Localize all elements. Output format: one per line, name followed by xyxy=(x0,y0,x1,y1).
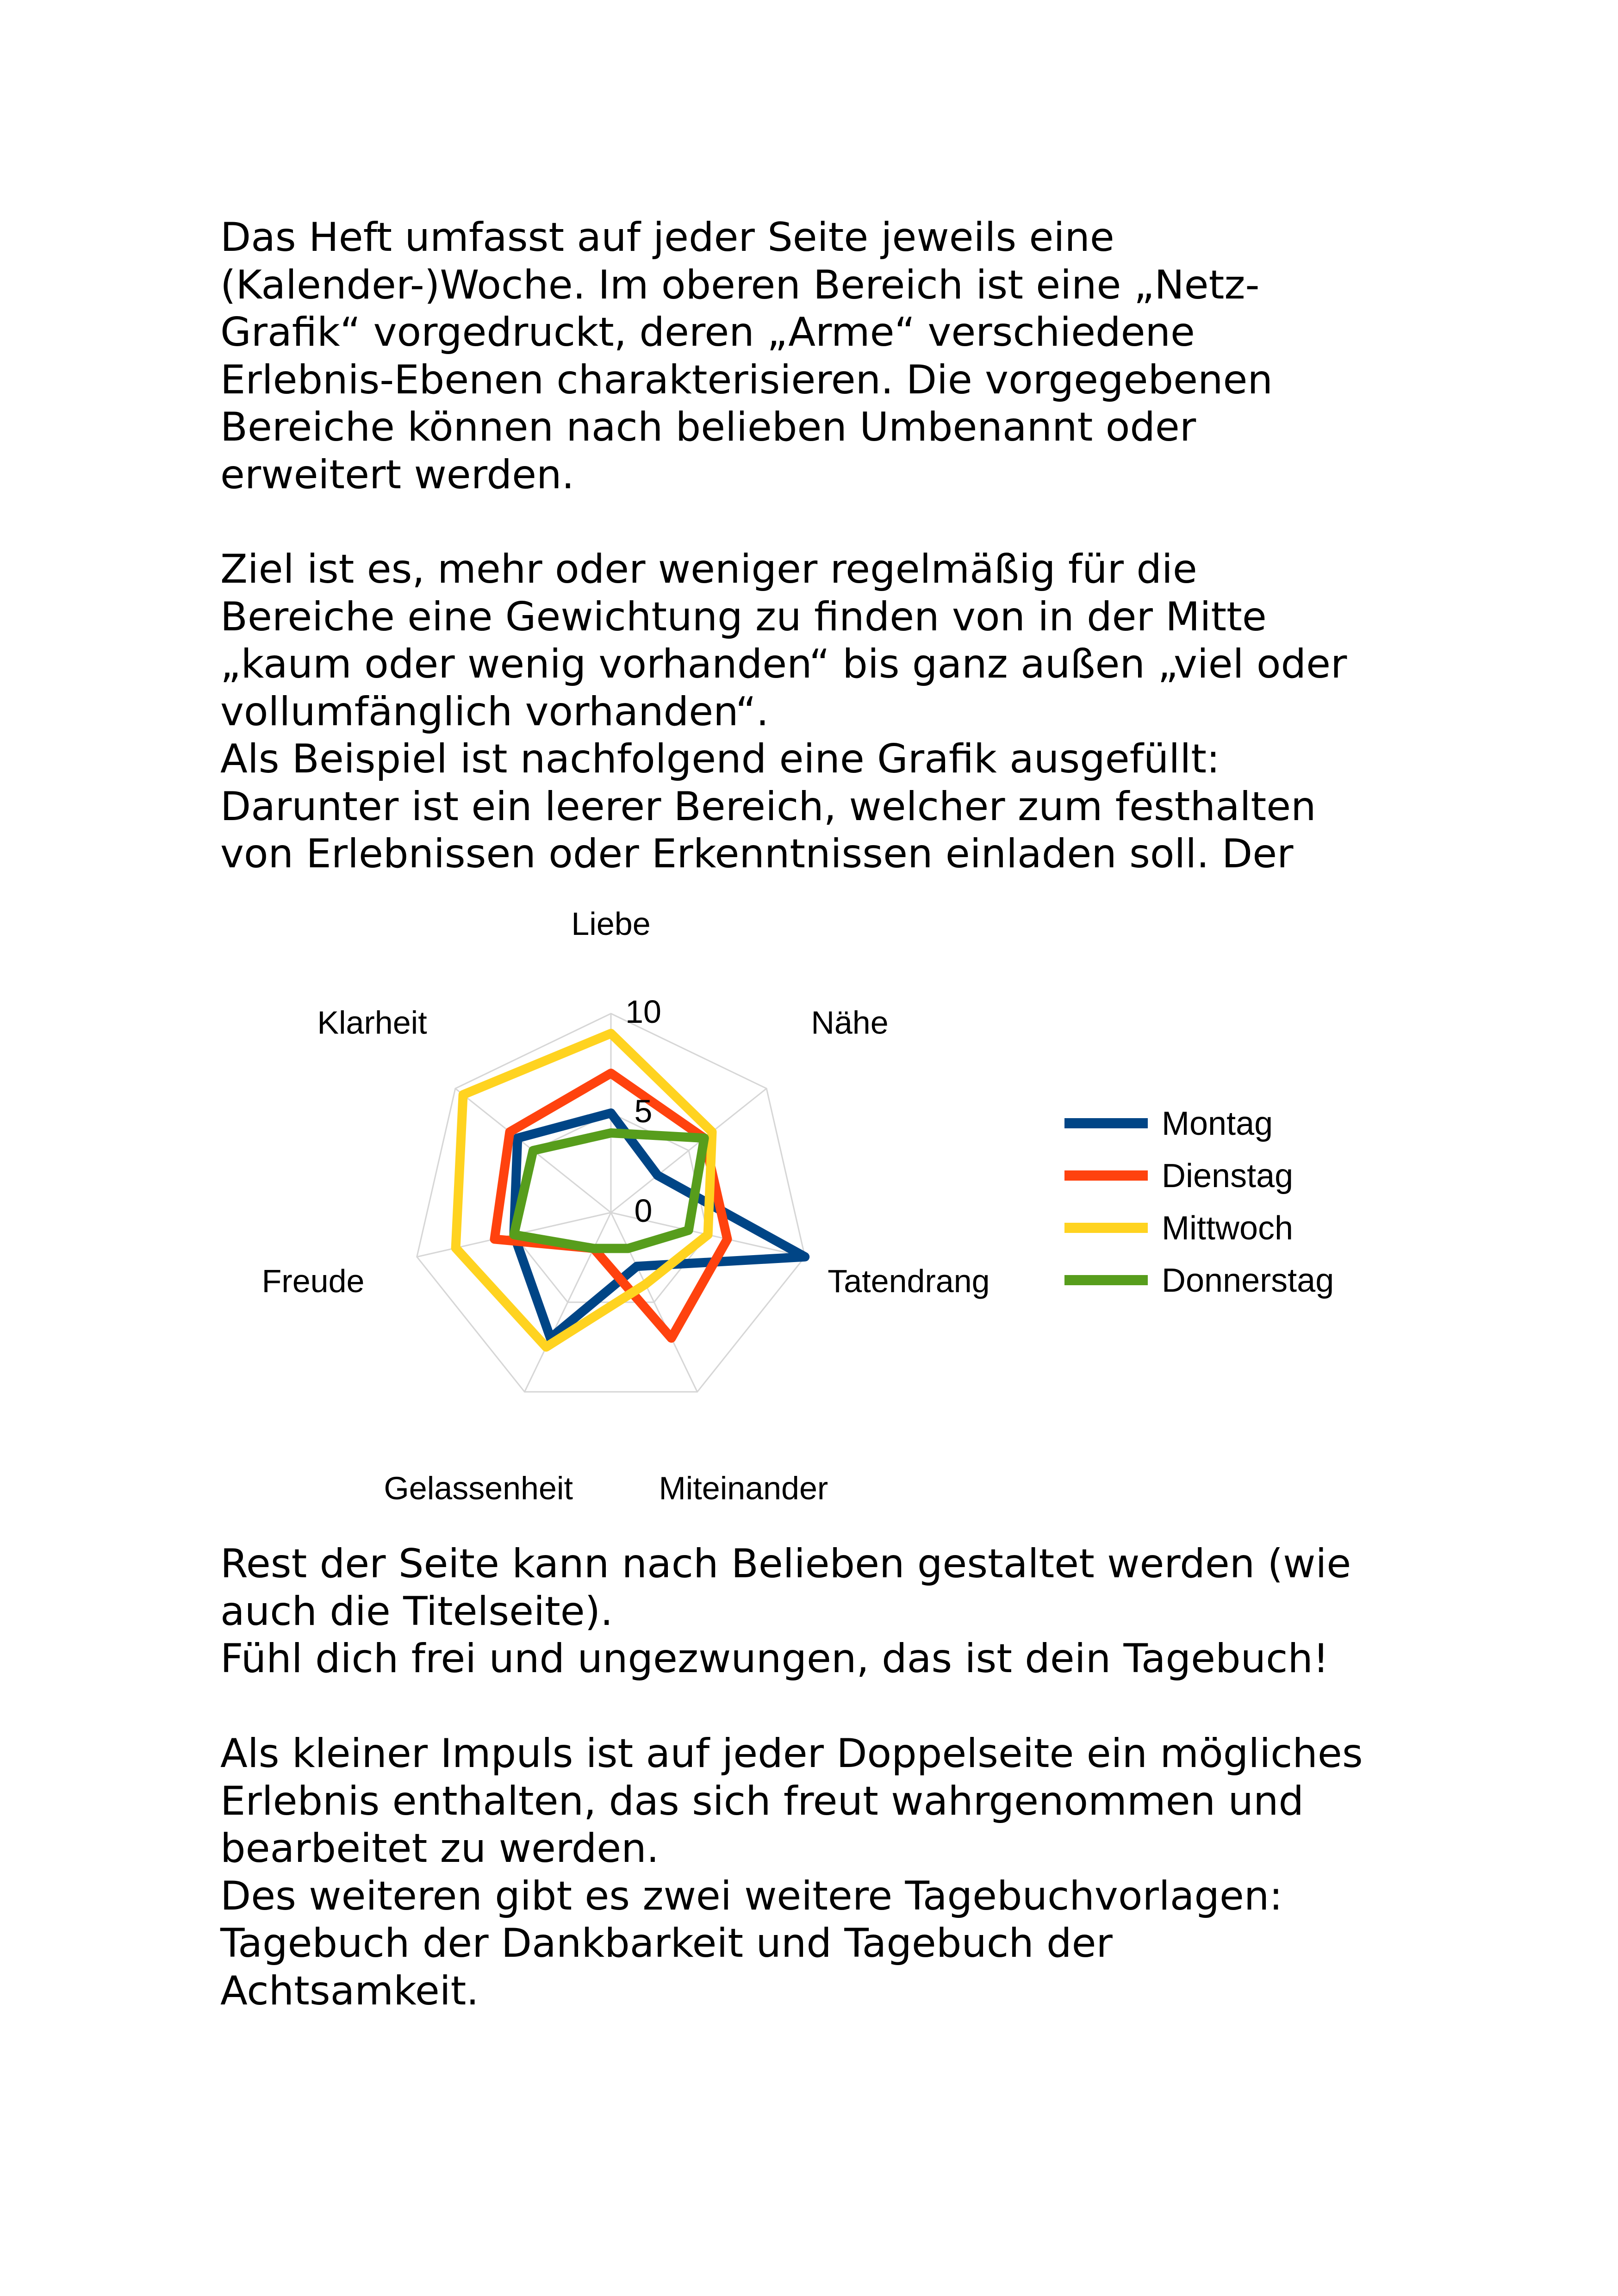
text-line: Erlebnis enthalten, das sich freut wahrgenommen und xyxy=(220,1778,1304,1824)
legend-label: Dienstag xyxy=(1162,1157,1294,1195)
text-line: Erlebnis-Ebenen charakterisieren. Die vorgegebenen xyxy=(220,356,1273,403)
text-line: Das Heft umfasst auf jeder Seite jeweils eine xyxy=(220,214,1114,261)
legend-label: Mittwoch xyxy=(1162,1210,1294,1247)
text-line: „kaum oder wenig vorhanden“ bis ganz außen „viel oder xyxy=(220,641,1347,687)
axis-label: Nähe xyxy=(811,1004,889,1041)
text-line: Rest der Seite kann nach Belieben gestaltet werden (wie xyxy=(220,1541,1351,1587)
tick-label: 10 xyxy=(625,994,661,1030)
text-line: Darunter ist ein leerer Bereich, welcher zum festhalten xyxy=(220,783,1316,830)
axis-label: Liebe xyxy=(571,906,651,942)
text-line: Grafik“ vorgedruckt, deren „Arme“ verschiedene xyxy=(220,309,1195,355)
text-line: (Kalender-)Woche. Im oberen Bereich ist eine „Netz- xyxy=(220,261,1260,308)
text-line: Als kleiner Impuls ist auf jeder Doppelseite ein mögliches xyxy=(220,1730,1363,1777)
text-line: Als Beispiel ist nachfolgend eine Grafik ausgefüllt: xyxy=(220,736,1220,782)
text-line: Achtsamkeit. xyxy=(220,1967,479,2014)
legend-label: Montag xyxy=(1162,1105,1273,1142)
text-line: vollumfänglich vorhanden“. xyxy=(220,688,769,735)
text-line: Bereiche können nach belieben Umbenannt oder xyxy=(220,404,1196,450)
axis-label: Tatendrang xyxy=(828,1263,990,1299)
chart-series xyxy=(456,1033,805,1347)
text-line: Ziel ist es, mehr oder weniger regelmäßig für die xyxy=(220,546,1197,592)
series-donnerstag-line xyxy=(514,1133,704,1248)
tick-label: 0 xyxy=(634,1193,653,1229)
chart-ticks xyxy=(625,994,661,1229)
text-line: erweitert werden. xyxy=(220,451,574,498)
text-line: Bereiche eine Gewichtung zu finden von in der Mitte xyxy=(220,593,1267,640)
text-line: von Erlebnissen oder Erkenntnissen einladen soll. Der xyxy=(220,831,1294,877)
text-line: Fühl dich frei und ungezwungen, das ist dein Tagebuch! xyxy=(220,1636,1329,1682)
legend-label: Donnerstag xyxy=(1162,1262,1334,1299)
text-line: Des weiteren gibt es zwei weitere Tagebuchvorlagen: xyxy=(220,1873,1283,1919)
axis-label: Miteinander xyxy=(659,1470,828,1506)
axis-label: Gelassenheit xyxy=(384,1470,573,1506)
axis-label: Freude xyxy=(261,1263,365,1299)
chart-legend xyxy=(1064,1105,1334,1299)
axis-label: Klarheit xyxy=(317,1004,427,1041)
text-line: bearbeitet zu werden. xyxy=(220,1825,660,1872)
text-line: auch die Titelseite). xyxy=(220,1588,613,1635)
text-line: Tagebuch der Dankbarkeit und Tagebuch der xyxy=(220,1920,1113,1966)
tick-label: 5 xyxy=(634,1093,653,1129)
